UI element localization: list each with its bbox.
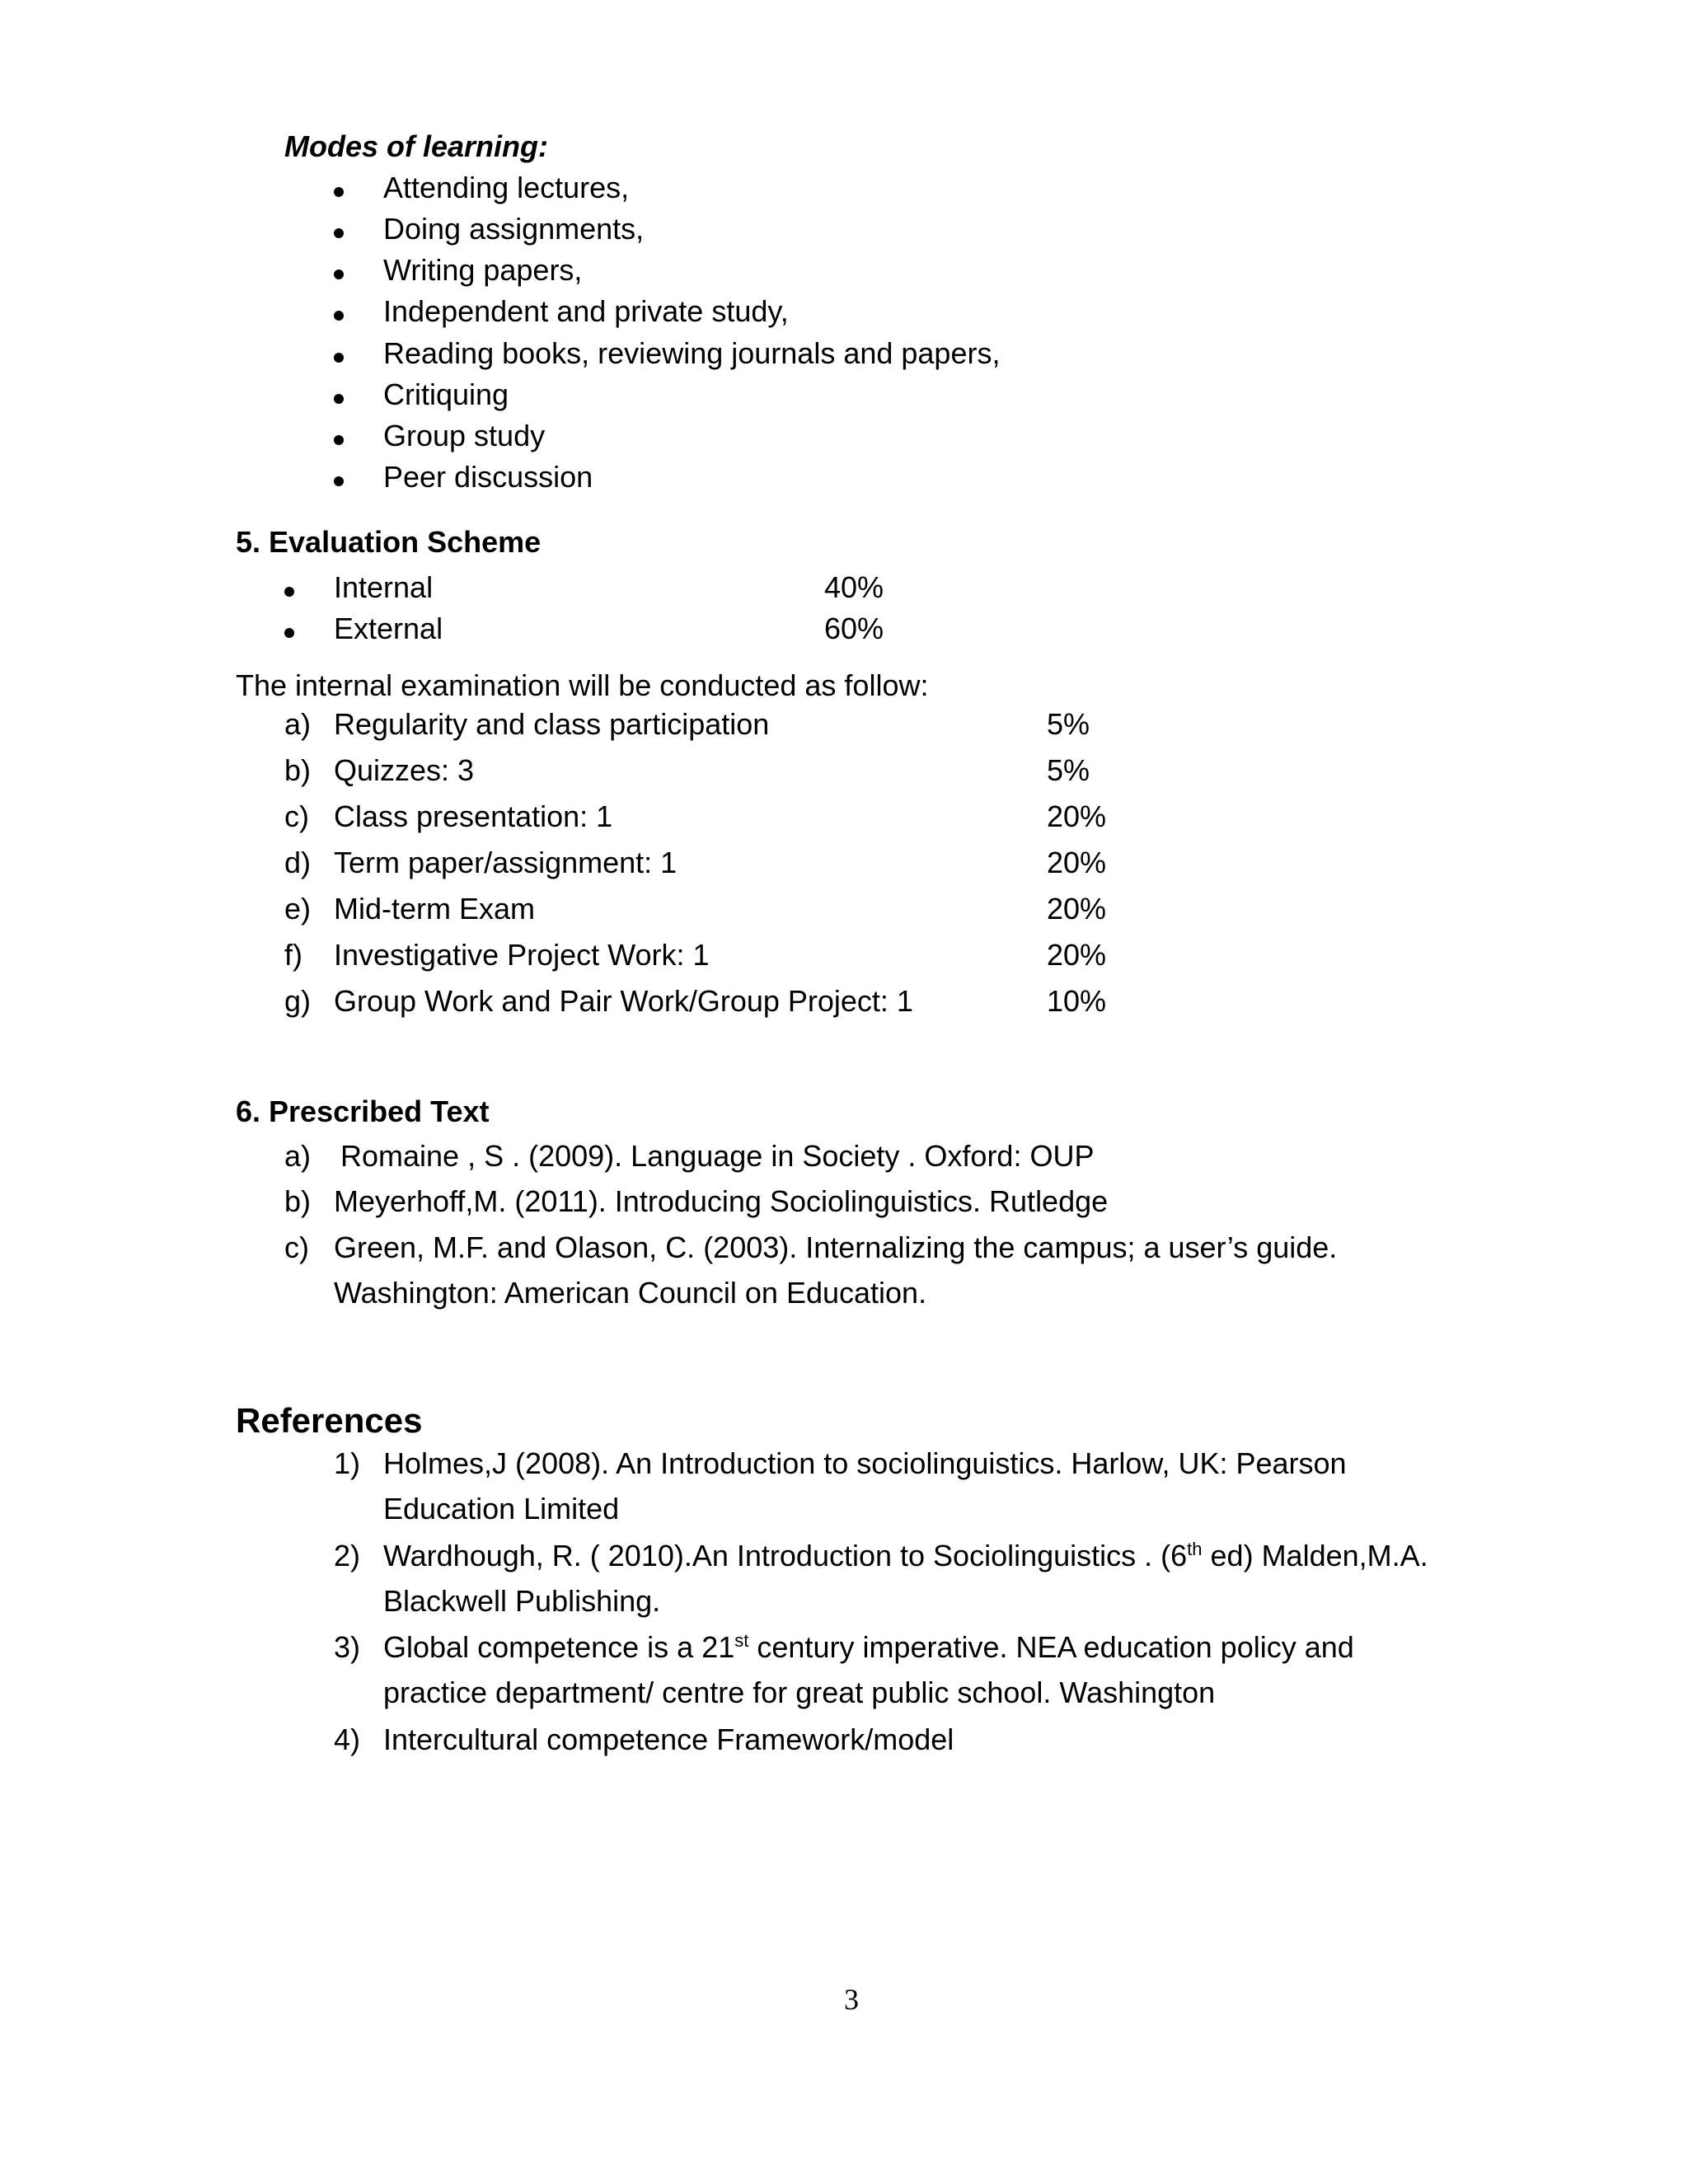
modes-of-learning-title: Modes of learning: [284,129,549,163]
bullet-icon [334,228,344,238]
prescribed-text-heading: 6. Prescribed Text [236,1094,490,1128]
internal-exam-intro: The internal examination will be conducted as follow: [236,668,929,702]
bullet-icon [284,587,294,597]
document-page: Modes of learning: Attending lectures, Doing assignments, Writing papers, Independent and private study, Reading books, reviewing journals and papers, Critiquing Group study Peer discussion 5. Evaluation Scheme Internal 40% External 60% The internal examination will be conducted as follow: a) Regularity and class participation 5% b) Quizzes: 3 5% c) Class presentation: 1 20% d) Term paper/assignment: 1 20% e) Mid-term Exam 20% f) Investigative Project Work: 1 20% g) Group Work and Pair Work/Group Project: 1 10% 6. Prescribed Text a) Romaine , S . (2009). Language in Society . Oxford: OUP b) Meyerhoff,M. (2011). Introducing Sociolinguistics. Rutledge c) Green, M.F. and Olason, C. (2003). Internalizing the campus; a user’s guide. Washington: American Council on Education. References 1) Holmes,J (2008). An Introduction to sociolinguistics. Harlow, UK: Pearson Education Limited 2) Wardhough, R. ( 2010).An Introduction to Sociolinguistics . (6th ed) Malden,M.A. Blackwell Publishing. 3) Global competence is a 21st century imperative. NEA education policy and practice department/ centre for great public school. Washington 4) Intercultural competence Framework/model 3 [236,129,1428,2016]
bullet-icon [334,394,344,404]
bullet-icon [334,353,344,363]
evaluation-scheme-heading: 5. Evaluation Scheme [236,525,542,559]
bullet-icon [334,435,344,445]
bullet-icon [334,187,344,197]
bullet-icon [334,311,344,321]
references-heading: References [236,1401,423,1440]
bullet-icon [334,269,344,279]
bullet-icon [284,628,294,638]
bullet-icon [334,476,344,486]
page-number: 3 [844,1983,859,2016]
